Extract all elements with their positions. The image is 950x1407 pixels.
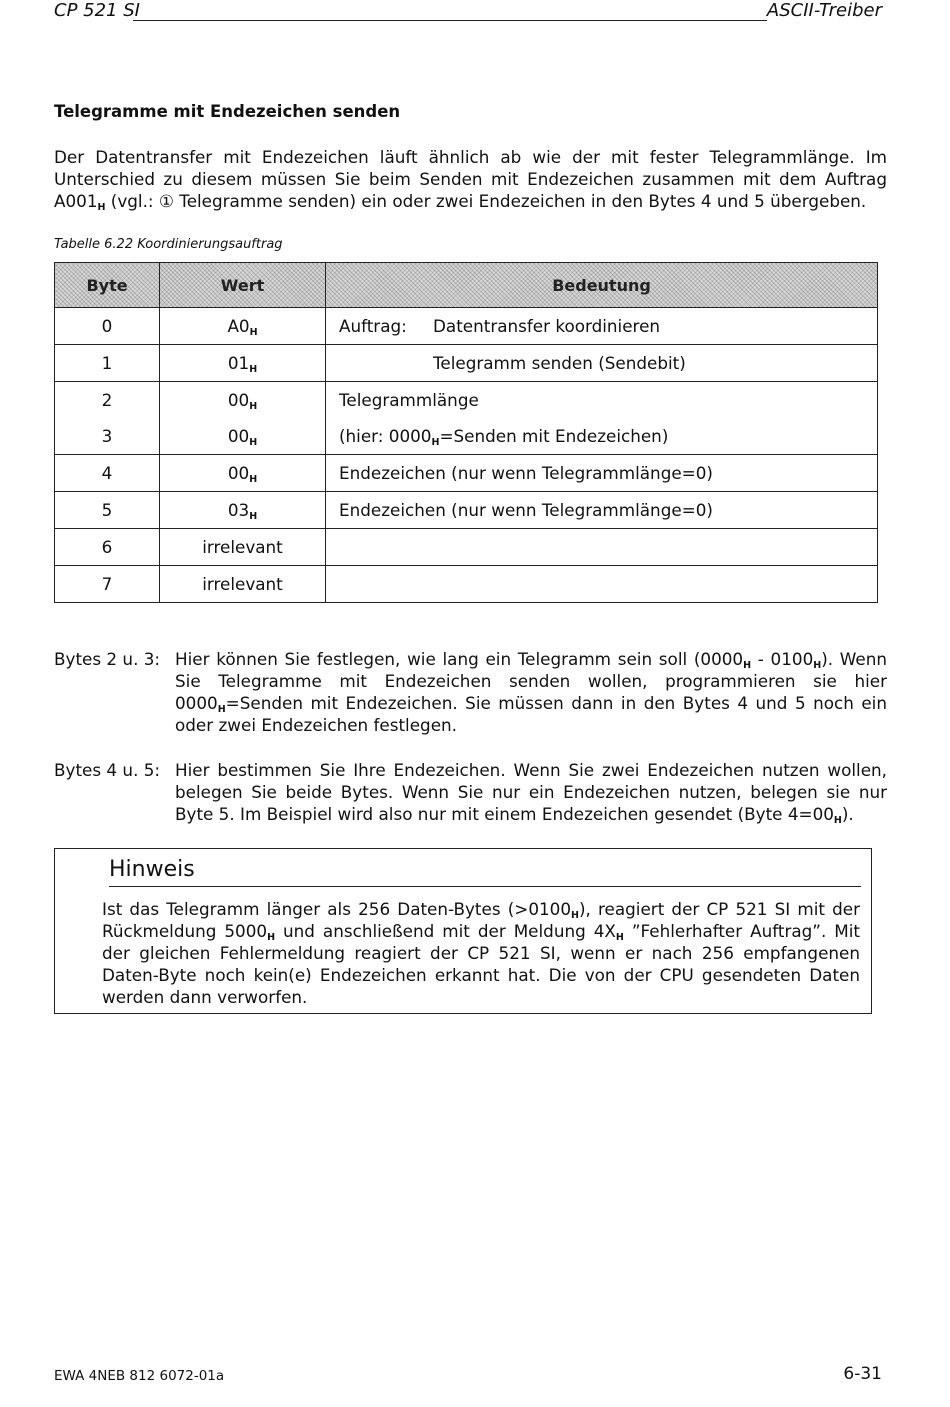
note-rule xyxy=(109,886,861,887)
table-row xyxy=(55,308,878,345)
cell-bedeutung: Endezeichen (nur wenn Telegrammlänge=0) xyxy=(326,492,878,529)
cell-byte: 2 xyxy=(55,382,160,419)
cell-bedeutung xyxy=(326,529,878,566)
cell-bedeutung xyxy=(326,566,878,603)
footer-page-number: 6-31 xyxy=(843,1364,882,1384)
cell-byte: 1 xyxy=(55,345,160,382)
header-wert: Wert xyxy=(160,263,326,308)
header-title-right: ASCII-Treiber xyxy=(766,0,882,21)
cell-byte: 6 xyxy=(55,529,160,566)
description-term: Bytes 4 u. 5: xyxy=(54,760,161,780)
cell-bedeutung: Auftrag: Datentransfer koordinieren xyxy=(326,308,878,345)
section-title: Telegramme mit Endezeichen senden xyxy=(54,102,401,121)
header-bedeutung: Bedeutung xyxy=(326,263,878,308)
header-title-left: CP 521 SI xyxy=(54,0,140,21)
table-caption: Tabelle 6.22 Koordinierungsauftrag xyxy=(54,237,283,252)
note-title: Hinweis xyxy=(109,857,195,882)
intro-paragraph: Der Datentransfer mit Endezeichen läuft ähnlich ab wie der mit fester Telegrammlänge. Im Unterschied zu diesem müssen Sie beim Senden mit Endezeichen zusammen mit dem Auftrag $A001_H$ (vgl.: ① Telegramme senden) ein oder zwei Endezeichen in den Bytes 4 und 5 übergeben. xyxy=(54,147,887,213)
description-bytes-2-3 xyxy=(54,648,887,736)
header-byte: Byte xyxy=(55,263,160,308)
cell-wert: $03_H$ xyxy=(160,492,326,529)
table-header-row xyxy=(55,263,878,308)
table-row xyxy=(55,529,878,566)
description-body: Hier bestimmen Sie Ihre Endezeichen. Wenn Sie zwei Endezeichen nutzen wollen, belegen Sie beide Bytes. Wenn Sie nur ein Endezeichen nutzen, belegen sie nur Byte 5. Im Beispiel wird also nur mit einem Endezeichen gesendet (Byte $4=00_H$). xyxy=(175,760,887,826)
cell-wert: irrelevant xyxy=(160,529,326,566)
note-box xyxy=(54,848,872,1014)
cell-wert: irrelevant xyxy=(160,566,326,603)
cell-byte: 0 xyxy=(55,308,160,345)
table-row xyxy=(55,566,878,603)
description-term: Bytes 2 u. 3: xyxy=(54,649,161,669)
table-row xyxy=(55,382,878,419)
cell-bedeutung: (hier: $0000_H=Senden$ mit Endezeichen) xyxy=(326,418,878,455)
description-bytes-4-5 xyxy=(54,759,887,825)
cell-bedeutung: Endezeichen (nur wenn Telegrammlänge=0) xyxy=(326,455,878,492)
table-row xyxy=(55,492,878,529)
cell-byte: 3 xyxy=(55,418,160,455)
footer-document-id: EWA 4NEB 812 6072-01a xyxy=(54,1368,225,1384)
table-row xyxy=(55,345,878,382)
cell-bedeutung: Telegramm senden (Sendebit) xyxy=(326,345,878,382)
cell-wert: $00_H$ xyxy=(160,382,326,419)
coordination-table xyxy=(54,262,878,603)
table-row xyxy=(55,418,878,455)
cell-wert: $A0_H$ xyxy=(160,308,326,345)
cell-bedeutung: Telegrammlänge xyxy=(326,382,878,419)
cell-byte: 4 xyxy=(55,455,160,492)
cell-wert: $01_H$ xyxy=(160,345,326,382)
cell-wert: $00_H$ xyxy=(160,455,326,492)
description-body: Hier können Sie festlegen, wie lang ein Telegramm sein soll $(0000_H - 0100_H)$. Wenn Sie Telegramme mit Endezeichen senden wollen, programmieren sie hier $0000_H=Senden$ mit Endezeichen. Sie müssen dann in den Bytes 4 und 5 noch ein oder zwei Endezeichen festlegen. xyxy=(175,649,887,735)
table-row xyxy=(55,455,878,492)
note-text: Ist das Telegramm länger als 256 Daten-Bytes $(>0100_H)$, reagiert der CP 521 SI mit der Rückmeldung $5000_H$ und anschließend mit der Meldung $4X_H$ ”Fehlerhafter Auftrag”. Mit der gleichen Fehlermeldung reagiert der CP 521 SI, wenn er nach 256 empfangenen Daten-Byte noch kein(e) Endezeichen erkannt hat. Die von der CPU gesendeten Daten werden dann verworfen. xyxy=(102,899,861,1007)
cell-byte: 7 xyxy=(55,566,160,603)
cell-wert: $00_H$ xyxy=(160,418,326,455)
header-rule xyxy=(133,20,767,21)
cell-byte: 5 xyxy=(55,492,160,529)
